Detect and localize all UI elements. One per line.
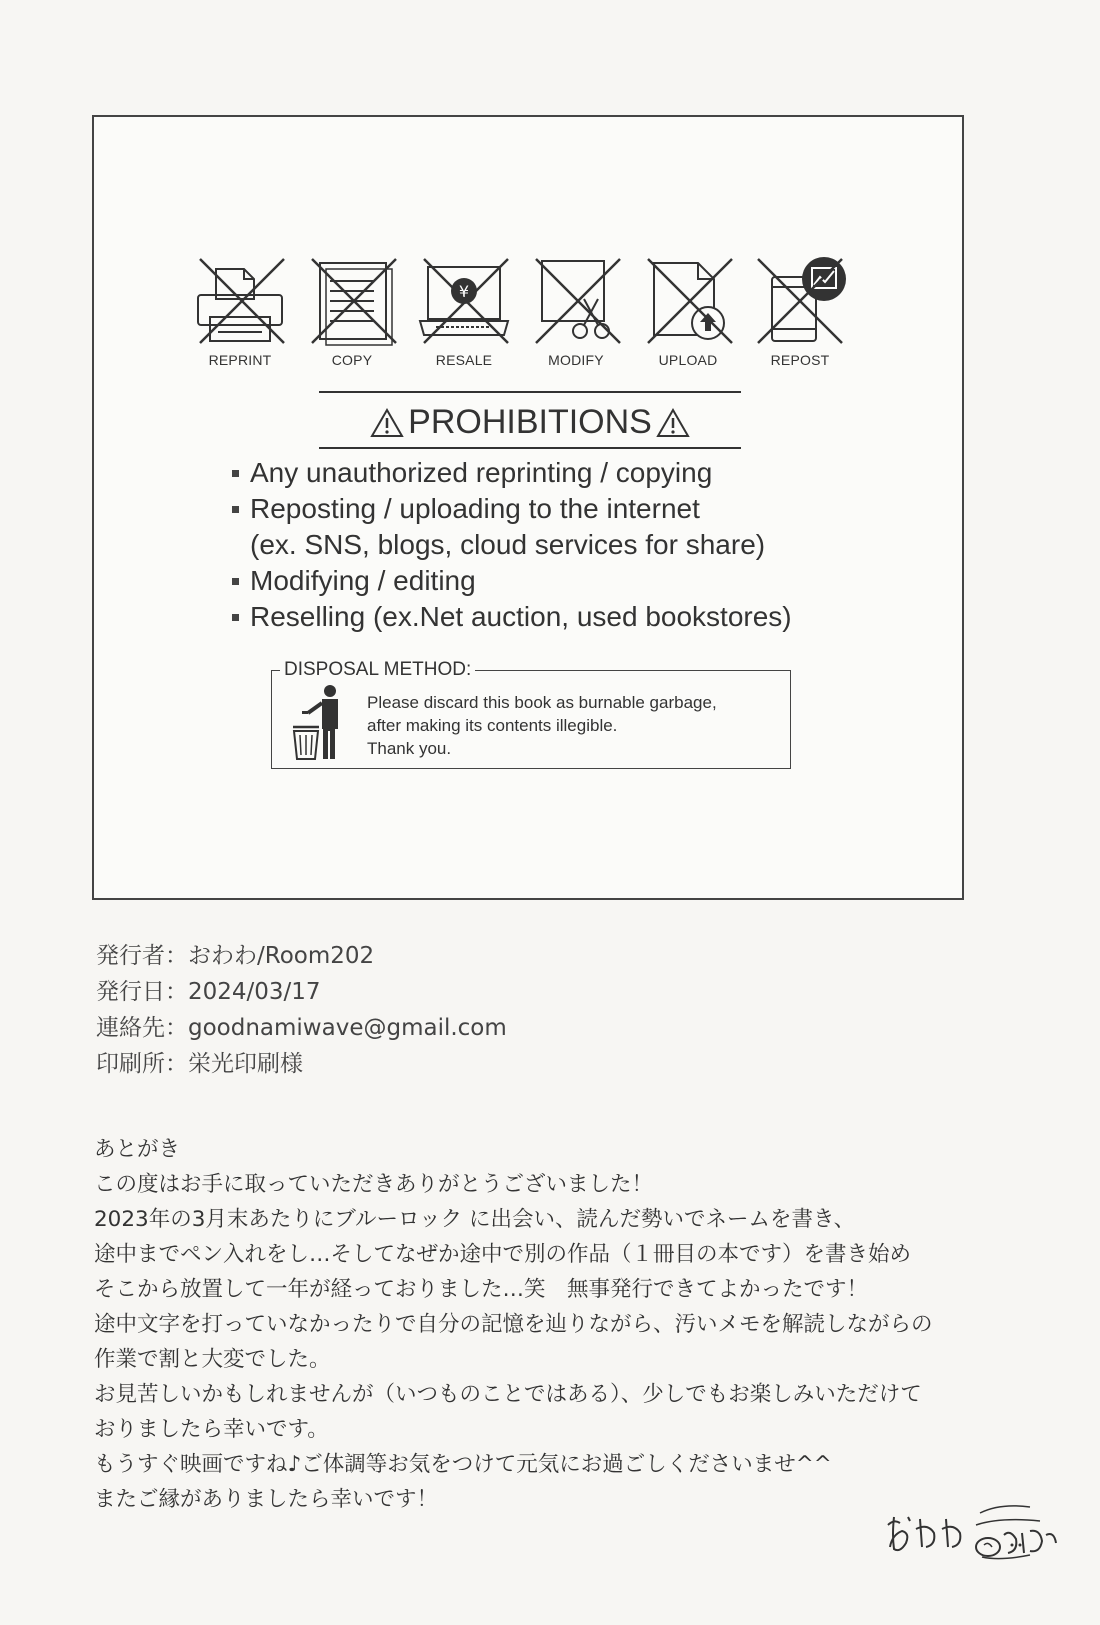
resale-icon — [414, 255, 514, 375]
modify-icon — [526, 255, 626, 375]
afterword-line: そこから放置して一年が経っておりました…笑 無事発行できてよかったです！ — [94, 1277, 869, 1302]
disposal-text: Please discard this book as burnable garbage, after making its contents illegible. Thank you. — [367, 693, 717, 758]
list-item: Reposting / uploading to the internet (ex. SNS, blogs, cloud services for share) — [232, 491, 792, 563]
icon-label-upload: UPLOAD — [658, 352, 718, 368]
prohibitions-panel — [92, 115, 964, 900]
title-rule-bottom — [319, 447, 741, 449]
prohibition-icons — [190, 255, 870, 375]
printer-row: 印刷所：栄光印刷様 — [96, 1051, 303, 1077]
colophon — [96, 938, 507, 1082]
afterword-line: 作業で割と大変でした。 — [94, 1347, 331, 1372]
prohibitions-list — [232, 455, 792, 635]
icon-label-reprint: REPRINT — [208, 352, 272, 368]
afterword-line: この度はお手に取っていただきありがとうございました！ — [94, 1172, 654, 1197]
list-item-note: (ex. SNS, blogs, cloud services for share) — [250, 529, 766, 560]
icon-label-resale: RESALE — [435, 352, 493, 368]
warning-icon — [370, 408, 404, 438]
list-item: Any unauthorized reprinting / copying — [232, 455, 792, 491]
reprint-icon — [190, 255, 290, 375]
afterword-line: おりましたら幸いです。 — [94, 1417, 329, 1442]
afterword-line: 2023年の3月末あたりにブルーロック に出会い、読んだ勢いでネームを書き、 — [94, 1207, 856, 1232]
icon-label-modify: MODIFY — [548, 352, 604, 368]
trash-person-icon — [290, 685, 346, 761]
icon-label-copy: COPY — [331, 352, 373, 368]
warning-icon — [656, 408, 690, 438]
afterword — [94, 1132, 1054, 1517]
afterword-heading: あとがき — [94, 1137, 181, 1162]
publisher-row: 発行者：おわわ/Room202 — [96, 943, 375, 969]
copy-icon — [302, 255, 402, 375]
title-rule-top — [319, 391, 741, 393]
disposal-method-box — [271, 659, 791, 769]
afterword-line: またご縁がありましたら幸いです！ — [94, 1487, 439, 1512]
author-signature — [880, 1495, 1080, 1575]
afterword-line: 途中までペン入れをし…そしてなぜか途中で別の作品（１冊目の本です）を書き始め — [94, 1242, 912, 1267]
afterword-line: 途中文字を打っていなかったりで自分の記憶を辿りながら、汚いメモを解読しながらの — [94, 1312, 933, 1337]
afterword-line: もうすぐ映画ですね♪ご体調等お気をつけて元気にお過ごしくださいませ^^ — [94, 1452, 832, 1477]
list-item: Modifying / editing — [232, 563, 792, 599]
icon-label-repost: REPOST — [770, 352, 830, 368]
disposal-title: DISPOSAL METHOD: — [280, 659, 475, 681]
afterword-line: お見苦しいかもしれませんが（いつものことではある）、少しでもお楽しみいただけて — [94, 1382, 922, 1407]
prohibitions-title-text: PROHIBITIONS — [408, 403, 652, 441]
publish-date-row: 発行日：2024/03/17 — [96, 979, 321, 1005]
repost-icon — [750, 255, 850, 375]
list-item: Reselling (ex.Net auction, used bookstores) — [232, 599, 792, 635]
contact-row: 連絡先：goodnamiwave@gmail.com — [96, 1015, 507, 1041]
prohibitions-title — [319, 403, 741, 442]
svg-text:¥: ¥ — [458, 282, 470, 301]
upload-icon — [638, 255, 738, 375]
